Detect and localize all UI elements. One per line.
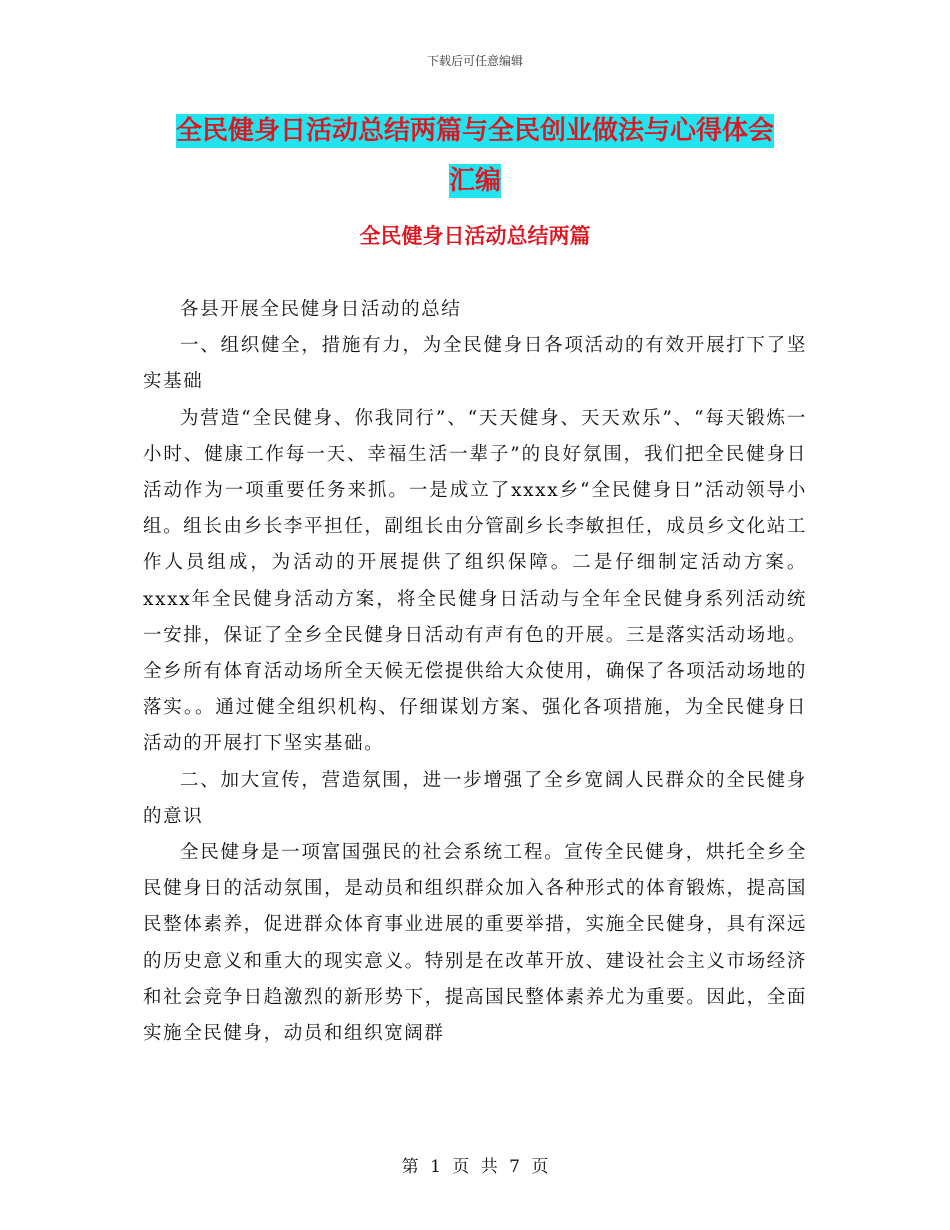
paragraph: 一、组织健全，措施有力，为全民健身日各项活动的有效开展打下了坚实基础 <box>143 335 807 393</box>
paragraph: 全民健身是一项富国强民的社会系统工程。宣传全民健身，烘托全乡全民健身日的活动氛围，是动员和组织群众加入各种形式的体育锻炼，提高国民整体素养，促进群众体育事业进展的重要举措，实施全民健身，具有深远的历史意义和重大的现实意义。特别是在改革开放、建设社会主义市场经济和社会竞争日趋激烈的新形势下，提高国民整体素养尤为重要。因此，全面实施全民健身，动员和组织宽阔群 <box>143 842 807 1045</box>
paragraph: 二、加大宣传，营造氛围，进一步增强了全乡宽阔人民群众的全民健身的意识 <box>143 769 807 827</box>
page-number-footer: 第 1 页 共 7 页 <box>401 1157 549 1177</box>
title-line-1: 全民健身日活动总结两篇与全民创业做法与心得体会 <box>175 116 774 146</box>
document-body <box>143 292 807 1052</box>
paragraph: 为营造“全民健身、你我同行”、“天天健身、天天欢乐”、“每天锻炼一小时、健康工作每一天、幸福生活一辈子”的良好氛围，我们把全民健身日活动作为一项重要任务来抓。一是成立了xxxx乡“全民健身日”活动领导小组。组长由乡长李平担任，副组长由分管副乡长李敏担任，成员乡文化站工作人员组成，为活动的开展提供了组织保障。二是仔细制定活动方案。xxxx年全民健身活动方案，将全民健身日活动与全年全民健身系列活动统一安排，保证了全乡全民健身日活动有声有色的开展。三是落实活动场地。全乡所有体育活动场所全天候无偿提供给大众使用，确保了各项活动场地的落实。。通过健全组织机构、仔细谋划方案、强化各项措施，为全民健身日活动的开展打下坚实基础。 <box>143 407 807 755</box>
section-title: 全民健身日活动总结两篇 <box>359 224 591 248</box>
header-note: 下载后可任意编辑 <box>426 54 523 68</box>
title-line-2: 汇编 <box>448 166 501 196</box>
paragraph: 各县开展全民健身日活动的总结 <box>180 299 462 320</box>
document-title <box>150 106 800 206</box>
